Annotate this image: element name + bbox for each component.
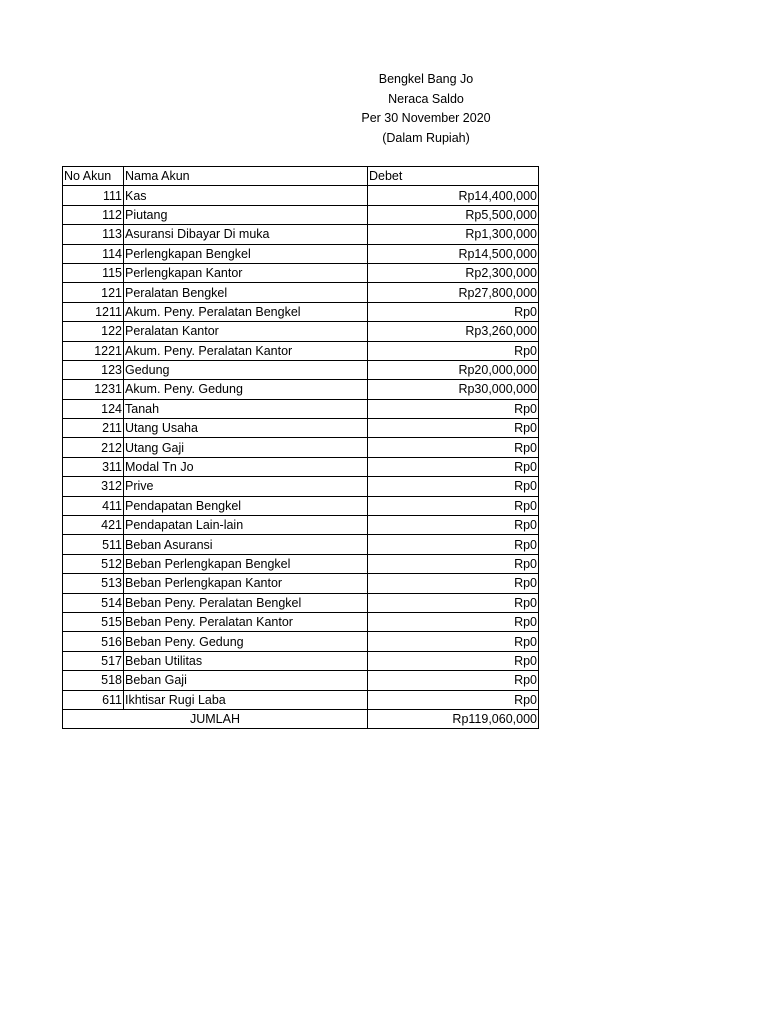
cell-no-akun[interactable]: 513: [63, 574, 124, 593]
cell-debet[interactable]: Rp0: [368, 690, 539, 709]
cell-nama-akun[interactable]: Modal Tn Jo: [124, 457, 368, 476]
trial-balance-body: [63, 167, 539, 729]
table-row: [63, 535, 539, 554]
cell-no-akun[interactable]: 124: [63, 399, 124, 418]
total-row: [63, 709, 539, 728]
table-row: [63, 457, 539, 476]
table-row: [63, 516, 539, 535]
total-debet[interactable]: Rp119,060,000: [368, 709, 539, 728]
cell-nama-akun[interactable]: Perlengkapan Bengkel: [124, 244, 368, 263]
cell-no-akun[interactable]: 211: [63, 419, 124, 438]
cell-nama-akun[interactable]: Piutang: [124, 205, 368, 224]
cell-no-akun[interactable]: 112: [63, 205, 124, 224]
cell-no-akun[interactable]: 411: [63, 496, 124, 515]
cell-nama-akun[interactable]: Utang Gaji: [124, 438, 368, 457]
table-row: [63, 263, 539, 282]
table-row: [63, 186, 539, 205]
cell-debet[interactable]: Rp0: [368, 593, 539, 612]
cell-nama-akun[interactable]: Akum. Peny. Peralatan Bengkel: [124, 302, 368, 321]
cell-no-akun[interactable]: 122: [63, 322, 124, 341]
cell-debet[interactable]: Rp0: [368, 457, 539, 476]
table-row: [63, 360, 539, 379]
trial-balance-table: [62, 166, 539, 729]
table-row: [63, 690, 539, 709]
cell-nama-akun[interactable]: Asuransi Dibayar Di muka: [124, 225, 368, 244]
cell-no-akun[interactable]: 114: [63, 244, 124, 263]
cell-no-akun[interactable]: 1221: [63, 341, 124, 360]
column-header-no-akun[interactable]: No Akun: [63, 167, 124, 186]
cell-debet[interactable]: Rp0: [368, 399, 539, 418]
table-row: [63, 438, 539, 457]
cell-debet[interactable]: Rp0: [368, 302, 539, 321]
cell-no-akun[interactable]: 123: [63, 360, 124, 379]
cell-debet[interactable]: Rp0: [368, 612, 539, 631]
cell-no-akun[interactable]: 312: [63, 477, 124, 496]
cell-nama-akun[interactable]: Akum. Peny. Peralatan Kantor: [124, 341, 368, 360]
cell-nama-akun[interactable]: Beban Peny. Gedung: [124, 632, 368, 651]
table-row: [63, 671, 539, 690]
cell-nama-akun[interactable]: Pendapatan Lain-lain: [124, 516, 368, 535]
cell-nama-akun[interactable]: Utang Usaha: [124, 419, 368, 438]
cell-no-akun[interactable]: 111: [63, 186, 124, 205]
total-label[interactable]: JUMLAH: [63, 709, 368, 728]
cell-no-akun[interactable]: 121: [63, 283, 124, 302]
cell-no-akun[interactable]: 511: [63, 535, 124, 554]
cell-nama-akun[interactable]: Akum. Peny. Gedung: [124, 380, 368, 399]
table-row: [63, 612, 539, 631]
cell-no-akun[interactable]: 514: [63, 593, 124, 612]
table-row: [63, 419, 539, 438]
cell-nama-akun[interactable]: Ikhtisar Rugi Laba: [124, 690, 368, 709]
table-row: [63, 341, 539, 360]
table-row: [63, 554, 539, 573]
cell-nama-akun[interactable]: Beban Perlengkapan Bengkel: [124, 554, 368, 573]
cell-debet[interactable]: Rp5,500,000: [368, 205, 539, 224]
cell-debet[interactable]: Rp0: [368, 535, 539, 554]
cell-nama-akun[interactable]: Peralatan Bengkel: [124, 283, 368, 302]
cell-debet[interactable]: Rp2,300,000: [368, 263, 539, 282]
cell-debet[interactable]: Rp30,000,000: [368, 380, 539, 399]
cell-debet[interactable]: Rp20,000,000: [368, 360, 539, 379]
cell-debet[interactable]: Rp0: [368, 419, 539, 438]
cell-no-akun[interactable]: 517: [63, 651, 124, 670]
cell-no-akun[interactable]: 518: [63, 671, 124, 690]
cell-debet[interactable]: Rp14,500,000: [368, 244, 539, 263]
table-row: [63, 322, 539, 341]
cell-nama-akun[interactable]: Kas: [124, 186, 368, 205]
cell-nama-akun[interactable]: Gedung: [124, 360, 368, 379]
table-row: [63, 399, 539, 418]
cell-nama-akun[interactable]: Beban Peny. Peralatan Bengkel: [124, 593, 368, 612]
report-unit: (Dalam Rupiah): [382, 130, 470, 145]
cell-nama-akun[interactable]: Beban Perlengkapan Kantor: [124, 574, 368, 593]
company-name: Bengkel Bang Jo: [378, 72, 474, 86]
cell-debet[interactable]: Rp0: [368, 516, 539, 535]
cell-debet[interactable]: Rp27,800,000: [368, 283, 539, 302]
cell-debet[interactable]: Rp0: [368, 341, 539, 360]
cell-nama-akun[interactable]: Pendapatan Bengkel: [124, 496, 368, 515]
table-row: [63, 302, 539, 321]
cell-no-akun[interactable]: 115: [63, 263, 124, 282]
cell-nama-akun[interactable]: Beban Utilitas: [124, 651, 368, 670]
cell-nama-akun[interactable]: Beban Gaji: [124, 671, 368, 690]
cell-nama-akun[interactable]: Perlengkapan Kantor: [124, 263, 368, 282]
cell-nama-akun[interactable]: Tanah: [124, 399, 368, 418]
report-period: Per 30 November 2020: [361, 111, 491, 125]
cell-debet[interactable]: Rp0: [368, 574, 539, 593]
cell-nama-akun[interactable]: Beban Asuransi: [124, 535, 368, 554]
cell-no-akun[interactable]: 1231: [63, 380, 124, 399]
cell-no-akun[interactable]: 515: [63, 612, 124, 631]
table-row: [63, 283, 539, 302]
table-row: [63, 225, 539, 244]
cell-debet[interactable]: Rp0: [368, 632, 539, 651]
report-title: Neraca Saldo: [388, 91, 464, 106]
cell-no-akun[interactable]: 512: [63, 554, 124, 573]
cell-debet[interactable]: Rp0: [368, 554, 539, 573]
table-row: [63, 244, 539, 263]
cell-no-akun[interactable]: 611: [63, 690, 124, 709]
cell-no-akun[interactable]: 113: [63, 225, 124, 244]
table-row: [63, 593, 539, 612]
cell-nama-akun[interactable]: Prive: [124, 477, 368, 496]
table-row: [63, 632, 539, 651]
cell-debet[interactable]: Rp3,260,000: [368, 322, 539, 341]
table-row: [63, 205, 539, 224]
cell-no-akun[interactable]: 212: [63, 438, 124, 457]
table-row: [63, 477, 539, 496]
cell-no-akun[interactable]: 516: [63, 632, 124, 651]
cell-nama-akun[interactable]: Beban Peny. Peralatan Kantor: [124, 612, 368, 631]
table-row: [63, 574, 539, 593]
cell-debet[interactable]: Rp14,400,000: [368, 186, 539, 205]
table-row: [63, 496, 539, 515]
cell-debet[interactable]: Rp0: [368, 651, 539, 670]
cell-debet[interactable]: Rp0: [368, 438, 539, 457]
cell-nama-akun[interactable]: Peralatan Kantor: [124, 322, 368, 341]
column-header-nama-akun[interactable]: Nama Akun: [124, 167, 368, 186]
column-header-debet[interactable]: Debet: [368, 167, 539, 186]
cell-debet[interactable]: Rp0: [368, 477, 539, 496]
cell-debet[interactable]: Rp1,300,000: [368, 225, 539, 244]
cell-no-akun[interactable]: 311: [63, 457, 124, 476]
cell-debet[interactable]: Rp0: [368, 671, 539, 690]
cell-debet[interactable]: Rp0: [368, 496, 539, 515]
table-row: [63, 380, 539, 399]
table-row: [63, 651, 539, 670]
cell-no-akun[interactable]: 1211: [63, 302, 124, 321]
cell-no-akun[interactable]: 421: [63, 516, 124, 535]
report-header: [62, 70, 768, 148]
table-header-row: [63, 167, 539, 186]
